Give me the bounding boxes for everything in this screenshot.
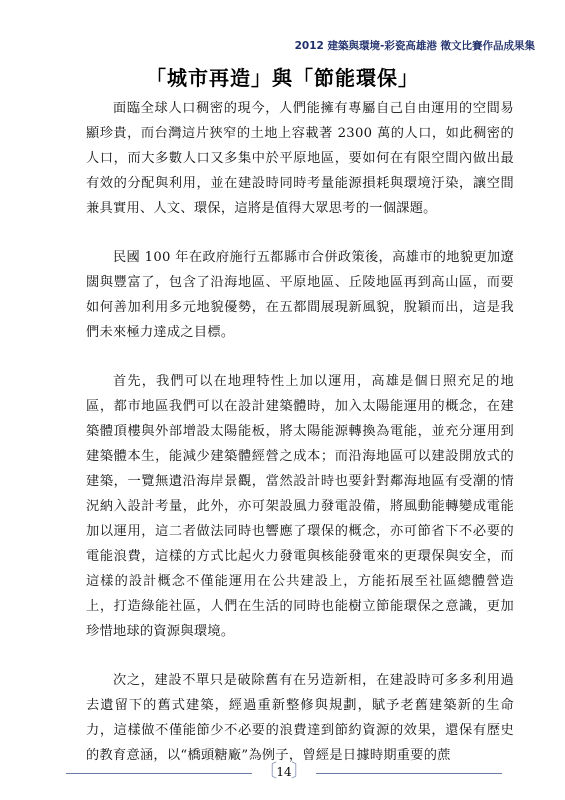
- right-bracket-ornament: 〕: [291, 761, 309, 782]
- footer-divider-left: [66, 773, 252, 774]
- article-body: [86, 96, 514, 768]
- paragraph-3: 首先，我們可以在地理特性上加以運用，高雄是個日照充足的地區，都市地區我們可以在設計建築體時，加入太陽能運用的概念，在建築體頂樓與外部增設太陽能板，將太陽能源轉換為電能，並充分運用到建築體本生，能減少建築體經營之成本；而沿海地區可以建設開放式的建築，一覽無遺沿海岸景觀，當然設計時也要針對鄰海地區有受潮的情況納入設計考量，此外，亦可架設風力發電設備，將風動能轉變成電能加以運用，這二者做法同時也響應了環保的概念，亦可節省下不必要的電能浪費，這樣的方式比起火力發電與核能發電來的更環保與安全，而這樣的設計概念不僅能運用在公共建設上，方能拓展至社區總體營造上，打造綠能社區，人們在生活的同時也能樹立節能環保之意識，更加珍惜地球的資源與環境。: [86, 374, 514, 639]
- page-number-box: [259, 760, 309, 784]
- book-title-header: 2012 建築與環境-彩瓷高雄港 徵文比賽作品成果集: [294, 40, 535, 52]
- footer-divider-right: [316, 773, 502, 774]
- page-number: 14: [276, 765, 292, 779]
- page-footer: [0, 760, 565, 790]
- left-bracket-ornament: 〔: [259, 761, 277, 782]
- paragraph-4: 次之，建設不單只是破除舊有在另造新相，在建設時可多多利用過去遺留下的舊式建築，經過重新整修與規劃，賦予老舊建築新的生命力，這樣做不僅能節少不必要的浪費達到節約資源的效果，還保有歷史的教育意涵，以“橋頭糖廠”為例子，曾經是日據時期重要的蔗: [86, 673, 514, 763]
- article-title: 「城市再造」與「節能環保」: [146, 66, 419, 90]
- paragraph-2: 民國 100 年在政府施行五都縣市合併政策後，高雄市的地貌更加遼闊與豐富了，包含了沿海地區、平原地區、丘陵地區再到高山區，而要如何善加利用多元地貌優勢，在五都間展現新風貌，脫穎而出，這是我們未來極力達成之目標。: [86, 250, 514, 340]
- paragraph-1: 面臨全球人口稠密的現今，人們能擁有專屬自己自由運用的空間易顯珍貴，而台灣這片狹窄的土地上容載著 2300 萬的人口，如此稠密的人口，而大多數人口又多集中於平原地區，要如何在有限空間內做出最有效的分配與利用，並在建設時同時考量能源損耗與環境汙染，讓空間兼具實用、人文、環保，這將是值得大眾思考的一個課題。: [86, 101, 514, 216]
